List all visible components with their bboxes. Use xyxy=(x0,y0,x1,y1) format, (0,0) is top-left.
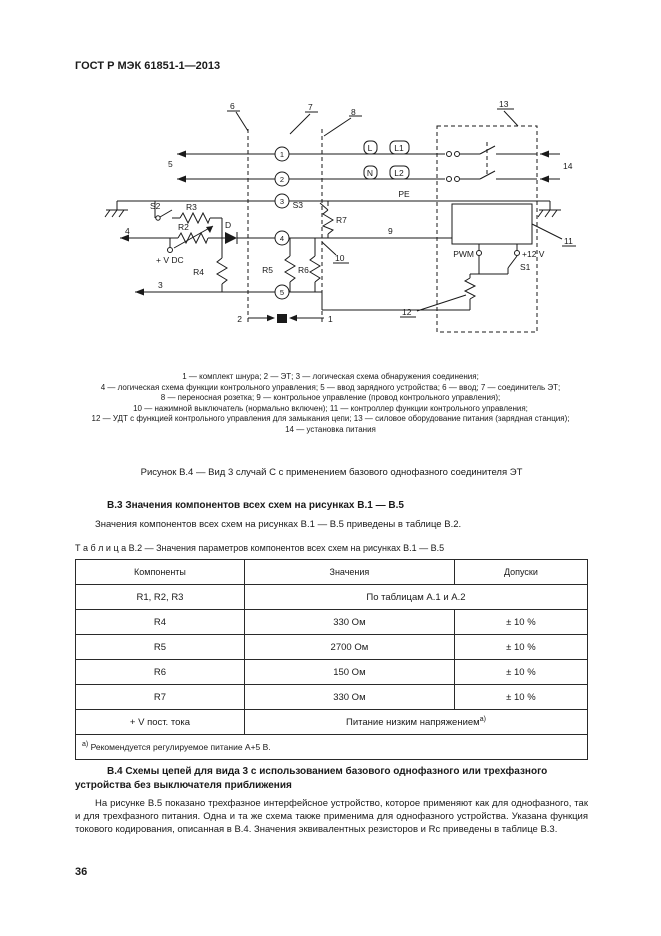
pwm-terminal xyxy=(477,251,482,256)
callout-13: 13 xyxy=(499,99,509,109)
s1-label: S1 xyxy=(520,262,531,272)
table-cell: R7 xyxy=(76,685,245,710)
circuit-diagram xyxy=(70,96,590,341)
callout-14: 14 xyxy=(563,161,573,171)
callout-8: 8 xyxy=(351,107,356,117)
earth-symbol-left xyxy=(105,201,128,217)
table-row xyxy=(76,635,588,660)
callout-7: 7 xyxy=(308,102,313,112)
contact-2-label: 2 xyxy=(279,175,285,184)
connector-contacts xyxy=(275,147,289,299)
table-footnote xyxy=(76,735,588,760)
table-cell: R4 xyxy=(76,610,245,635)
table-cell: 150 Ом xyxy=(244,660,454,685)
boundary-marker xyxy=(277,314,287,323)
table-footnote-row xyxy=(76,735,588,760)
table-cell: R5 xyxy=(76,635,245,660)
callout-3: 3 xyxy=(158,280,163,290)
callout-6: 6 xyxy=(230,101,235,111)
resistor-rcd xyxy=(465,278,475,299)
r2-label: R2 xyxy=(178,222,189,232)
contact-1-label: 1 xyxy=(279,150,285,159)
table-cell xyxy=(244,710,587,735)
col-header-tolerances: Допуски xyxy=(454,560,587,585)
r7-label: R7 xyxy=(336,215,347,225)
resistor-r5 xyxy=(285,256,295,282)
vdc-label: + V DC xyxy=(156,255,184,265)
callout-4: 4 xyxy=(125,226,130,236)
callout-12: 12 xyxy=(402,307,412,317)
table-row xyxy=(76,710,588,735)
line-l-label: L xyxy=(367,143,373,153)
table-cell: 2700 Ом xyxy=(244,635,454,660)
diode-d xyxy=(225,232,237,244)
legend-line-6: 14 — установка питания xyxy=(285,424,376,434)
section-b3-paragraph: Значения компонентов всех схем на рисунках В.1 — В.5 приведены в таблице В.2. xyxy=(95,519,462,530)
table-cell: ± 10 % xyxy=(454,685,587,710)
page-number: 36 xyxy=(75,866,88,878)
legend-line-5: 12 — УДТ с функцией контрольного управления для замыкания цепи; 13 — силовое оборудование питания (зарядная станция); xyxy=(91,414,570,424)
table-row xyxy=(76,585,588,610)
callout-1: 1 xyxy=(328,314,333,324)
footnote-text: Рекомендуется регулируемое питание А+5 В. xyxy=(88,741,271,752)
table-cell: R6 xyxy=(76,660,245,685)
pe-label: PE xyxy=(398,189,410,199)
line-l2-label: L2 xyxy=(394,168,404,178)
resistor-r6 xyxy=(310,256,320,282)
col-header-values: Значения xyxy=(244,560,454,585)
table-cell: По таблицам А.1 и А.2 xyxy=(244,585,587,610)
footnote-marker: а) xyxy=(82,740,89,748)
resistor-r4 xyxy=(217,258,227,284)
r4-label: R4 xyxy=(193,267,204,277)
callout-9: 9 xyxy=(388,226,393,236)
contact-3-label: 3 xyxy=(279,197,285,206)
figure-caption: Рисунок В.4 — Вид 3 случай С с применением базового однофазного соединителя ЭТ xyxy=(140,467,523,478)
footnote-marker: а) xyxy=(479,715,486,723)
section-b3-heading: В.3 Значения компонентов всех схем на рисунках В.1 — В.5 xyxy=(107,500,404,511)
section-b4-paragraph: На рисунке В.5 показано трехфазное интерфейсное устройство, которое применяют как для однофазного, так и для трехфазного питания. Одна и та же схема также применима для однофазного устройства. Указана функция токового кодирования, описанная в В.4. Значения эквивалентных резисторов и Rc приведены в таблице В.3. xyxy=(75,798,588,835)
contact-5-label: 5 xyxy=(279,288,285,297)
s3-label: S3 xyxy=(292,200,303,210)
table-b2-title: Т а б л и ц а В.2 — Значения параметров компонентов всех схем на рисунках В.1 — В.5 xyxy=(75,543,445,553)
legend-line-1: 1 — комплект шнура; 2 — ЭТ; 3 — логическая схема обнаружения соединения; xyxy=(182,372,479,381)
callout-10: 10 xyxy=(335,253,345,263)
table-b2 xyxy=(75,559,588,760)
figure-b4 xyxy=(70,96,592,346)
r5-label: R5 xyxy=(262,265,273,275)
s2-label: S2 xyxy=(150,201,161,211)
r6-label: R6 xyxy=(298,265,309,275)
resistor-r7 xyxy=(323,210,333,234)
table-cell: 330 Ом xyxy=(244,610,454,635)
table-cell: 330 Ом xyxy=(244,685,454,710)
pwm-label: PWM xyxy=(453,249,474,259)
vdc-terminal xyxy=(168,248,173,253)
section-b4-heading: В.4 Схемы цепей для вида 3 с использованием базового однофазного или трехфазного устройства без выключателя приближения xyxy=(75,766,548,791)
legend-line-3: 8 — переносная розетка; 9 — контрольное управление (провод контрольного управления); xyxy=(160,393,501,403)
plus12v-label: +12 V xyxy=(522,249,545,259)
switch-s2 xyxy=(156,216,160,220)
table-cell: + V пост. тока xyxy=(76,710,245,735)
line-n-label: N xyxy=(366,168,374,178)
d-label: D xyxy=(225,220,232,230)
table-cell: R1, R2, R3 xyxy=(76,585,245,610)
table-cell-text: Питание низким напряжением xyxy=(346,717,480,729)
r3-label: R3 xyxy=(186,202,197,212)
callout-5: 5 xyxy=(168,159,173,169)
table-cell: ± 10 % xyxy=(454,660,587,685)
document-header: ГОСТ Р МЭК 61851-1—2013 xyxy=(75,60,221,72)
plus12v-terminal xyxy=(515,251,520,256)
callout-11: 11 xyxy=(564,236,573,246)
pilot-controller-box xyxy=(452,204,532,244)
line-l1-label: L1 xyxy=(394,143,404,153)
callout-2: 2 xyxy=(237,314,242,324)
figure-legend xyxy=(40,372,621,436)
legend-line-4: 10 — нажимной выключатель (нормально включен); 11 — контроллер функции контрольного управления; xyxy=(133,403,528,413)
legend-line-2: 4 — логическая схема функции контрольного управления; 5 — ввод зарядного устройства; 6 — ввод; 7 — соединитель ЭТ; xyxy=(100,382,561,392)
table-header-row xyxy=(76,560,588,585)
contact-4-label: 4 xyxy=(279,234,285,243)
col-header-components: Компоненты xyxy=(76,560,245,585)
resistor-r2 xyxy=(178,233,208,243)
table-row xyxy=(76,660,588,685)
table-cell: ± 10 % xyxy=(454,610,587,635)
table-row xyxy=(76,685,588,710)
earth-symbol-right xyxy=(538,201,561,217)
table-cell: ± 10 % xyxy=(454,635,587,660)
table-row xyxy=(76,610,588,635)
